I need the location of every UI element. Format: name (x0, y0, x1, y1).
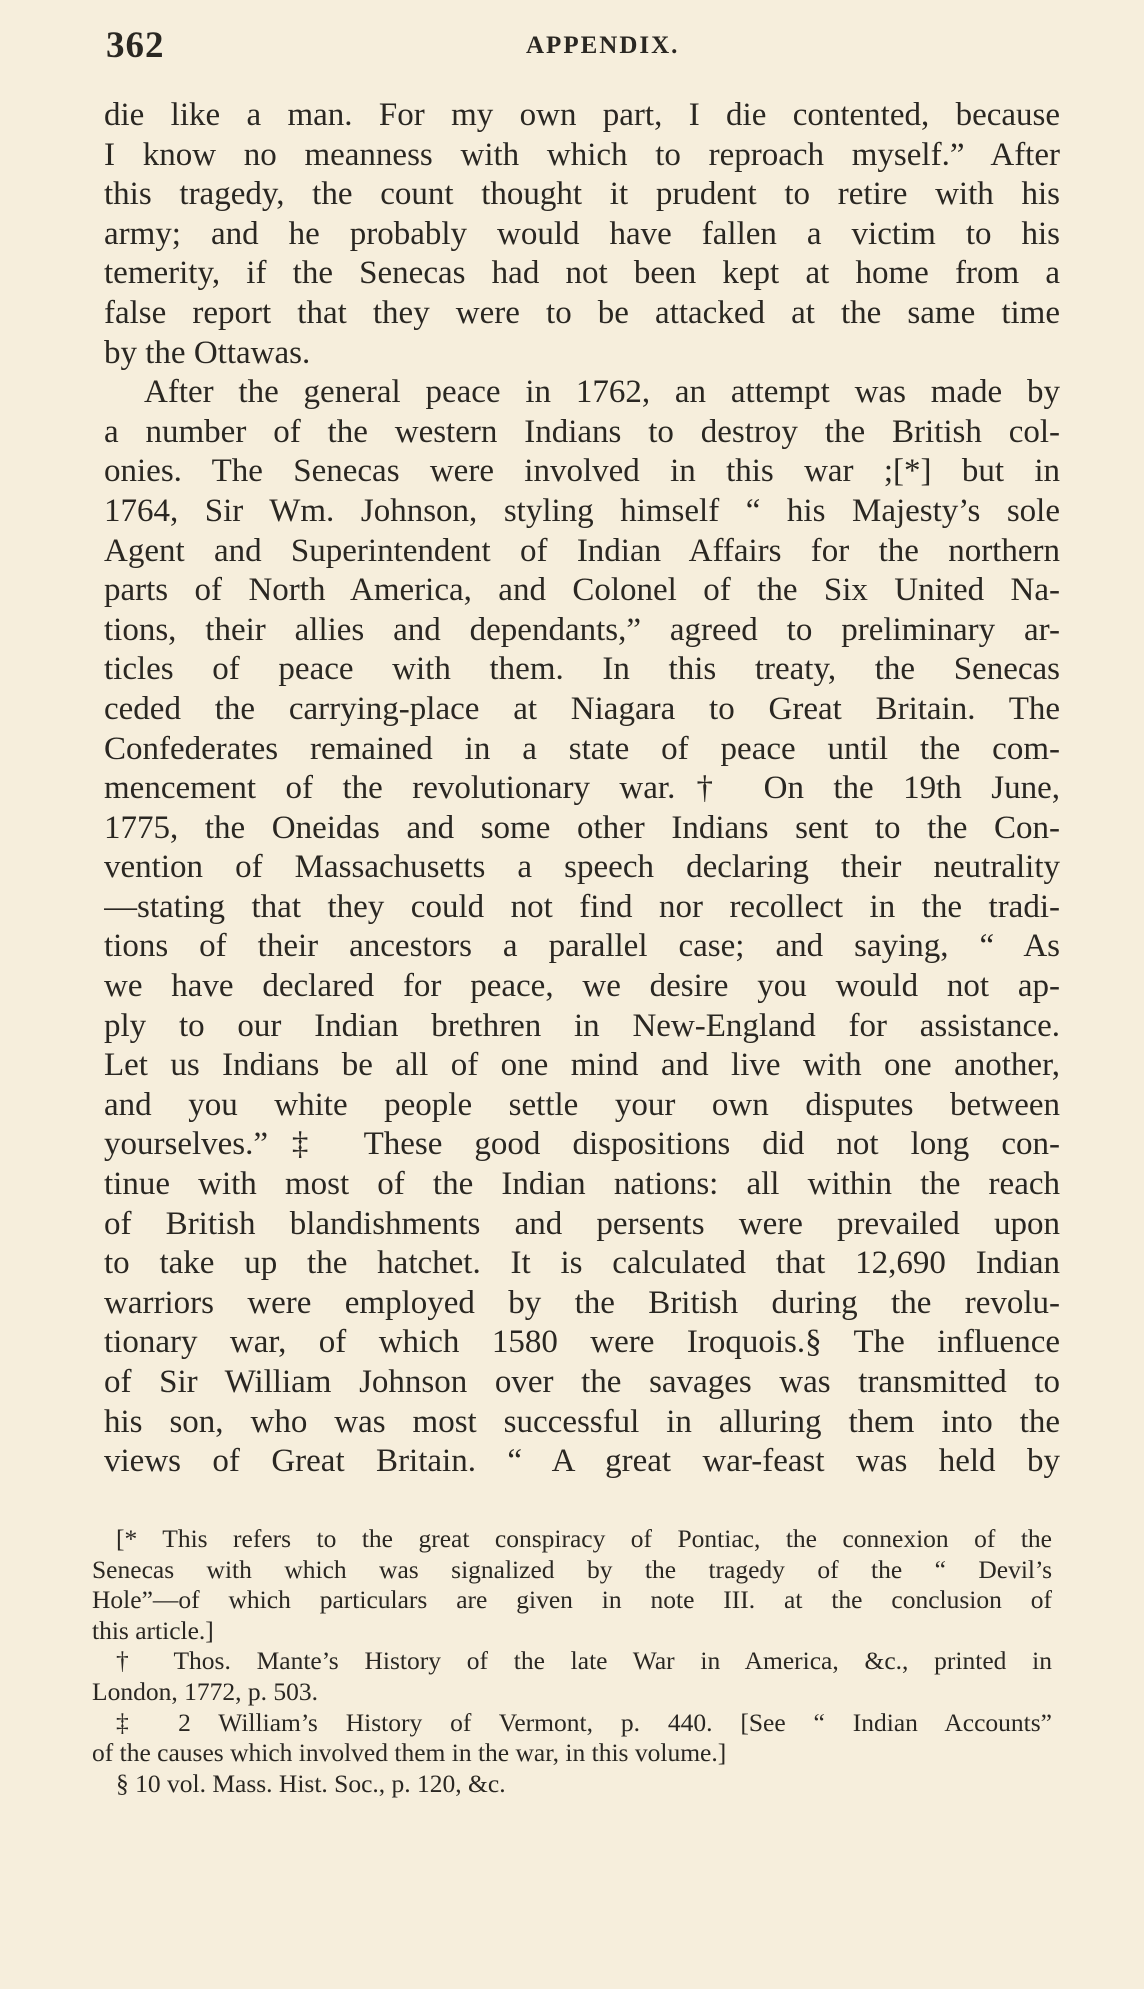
footnote-line: ‡ 2 William’s History of Vermont, p. 440. [See “ Indian Accounts” (116, 1707, 1052, 1737)
footnote-line: London, 1772, p. 503. (92, 1676, 318, 1706)
body-line: temerity, if the Senecas had not been kept at home from a (104, 255, 1060, 292)
body-line: vention of Massachusetts a speech declaring their neutrality (104, 849, 1060, 886)
body-line: to take up the hatchet. It is calculated that 12,690 Indian (104, 1245, 1060, 1282)
body-line: mencement of the revolutionary war.† On the 19th June, (104, 770, 1060, 807)
body-line: false report that they were to be attacked at the same time (104, 294, 1060, 331)
body-line: Confederates remained in a state of peace until the com- (104, 730, 1060, 767)
body-line: parts of North America, and Colonel of the Six United Na- (104, 572, 1060, 609)
footnotes (92, 1524, 1052, 1799)
footnote-line: this article.] (92, 1615, 214, 1645)
footnote-line: [* This refers to the great conspiracy of Pontiac, the connexion of the (116, 1524, 1052, 1553)
body-line: army; and he probably would have fallen a victim to his (104, 215, 1060, 252)
running-head (106, 24, 1062, 70)
body-line: ply to our Indian brethren in New-England for assistance. (104, 1007, 1060, 1044)
footnote-line: † Thos. Mante’s History of the late War in America, &c., printed in (116, 1646, 1052, 1676)
page-number: 362 (106, 25, 165, 66)
body-line: tions, their allies and dependants,” agreed to preliminary ar- (104, 611, 1060, 648)
body-line: of British blandishments and persents were prevailed upon (104, 1205, 1060, 1242)
body-line: Let us Indians be all of one mind and live with one another, (104, 1047, 1060, 1084)
body-line: yourselves.”‡ These good dispositions did not long con- (104, 1126, 1060, 1163)
body-line: a number of the western Indians to destroy the British col- (104, 413, 1060, 450)
body-line: Agent and Superintendent of Indian Affairs for the northern (104, 532, 1060, 569)
body-line: his son, who was most successful in alluring them into the (104, 1403, 1060, 1440)
body-line: warriors were employed by the British during the revolu- (104, 1284, 1060, 1321)
body-line: ceded the carrying-place at Niagara to Great Britain. The (104, 690, 1060, 727)
body-line: we have declared for peace, we desire you would not ap- (104, 968, 1060, 1005)
body-line: 1775, the Oneidas and some other Indians sent to the Con- (104, 809, 1060, 846)
footnote-line: § 10 vol. Mass. Hist. Soc., p. 120, &c. (116, 1768, 506, 1798)
body-line: tinue with most of the Indian nations: all within the reach (104, 1166, 1060, 1203)
body-line: tions of their ancestors a parallel case; and saying, “ As (104, 928, 1060, 965)
body-line: I know no meanness with which to reproach myself.” After (104, 136, 1060, 173)
body-line: and you white people settle your own disputes between (104, 1086, 1060, 1123)
body-line: 1764, Sir Wm. Johnson, styling himself “ his Majesty’s sole (104, 492, 1060, 529)
body-line: tionary war, of which 1580 were Iroquois.§ The influence (104, 1324, 1060, 1361)
body-line: of Sir William Johnson over the savages was transmitted to (104, 1364, 1060, 1400)
body-line: views of Great Britain. “ A great war-feast was held by (104, 1443, 1060, 1480)
body-text (104, 96, 1060, 1482)
footnote-line: Hole”—of which particulars are given in note III. at the conclusion of (92, 1585, 1052, 1615)
body-line: this tragedy, the count thought it prudent to retire with his (104, 176, 1060, 213)
footnote-line: of the causes which involved them in the war, in this volume.] (92, 1738, 727, 1768)
body-line: onies. The Senecas were involved in this war ;[*] but in (104, 453, 1060, 490)
footnote-line: Senecas with which was signalized by the tragedy of the “ Devil’s (92, 1554, 1052, 1584)
running-title: APPENDIX. (526, 32, 680, 59)
body-line: die like a man. For my own part, I die contented, because (104, 97, 1060, 133)
body-line: ticles of peace with them. In this treaty, the Senecas (104, 651, 1060, 688)
body-line: After the general peace in 1762, an attempt was made by (144, 374, 1060, 411)
body-line: —stating that they could not find nor recollect in the tradi- (104, 888, 1060, 925)
body-line: by the Ottawas. (104, 334, 311, 371)
